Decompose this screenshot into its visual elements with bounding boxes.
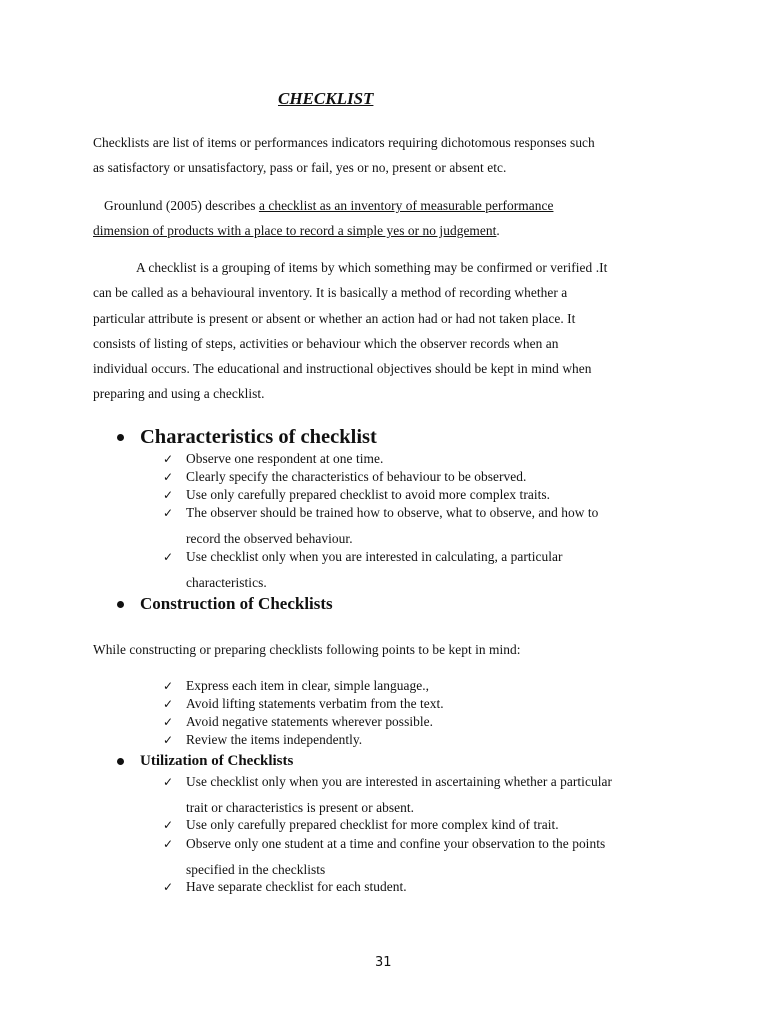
construction-item: Avoid negative statements wherever possible. (186, 714, 434, 729)
check-icon: ✓ (163, 470, 174, 484)
grounlund-line-1 (104, 199, 553, 212)
bullet-icon (117, 758, 124, 765)
characteristics-item: Observe one respondent at one time. (186, 451, 384, 466)
check-icon: ✓ (163, 697, 174, 711)
definition-line-6: preparing and using a checklist. (93, 386, 265, 401)
characteristics-item: The observer should be trained how to observe, what to observe, and how to (186, 505, 599, 520)
construction-item: Review the items independently. (186, 732, 363, 747)
construction-heading: Construction of Checklists (140, 594, 333, 613)
grounlund-line-2 (93, 224, 500, 237)
utilization-item: Use only carefully prepared checklist for more complex kind of trait. (186, 817, 559, 832)
check-icon: ✓ (163, 818, 174, 832)
characteristics-item: Use checklist only when you are interested in calculating, a particular (186, 549, 563, 564)
intro-line-2: as satisfactory or unsatisfactory, pass or fail, yes or no, present or absent etc. (93, 160, 507, 175)
check-icon: ✓ (163, 506, 174, 520)
utilization-item-continued: trait or characteristics is present or absent. (186, 800, 414, 815)
characteristics-item-continued: characteristics. (186, 575, 267, 590)
grounlund-prefix: Grounlund (2005) describes (104, 198, 259, 213)
construction-item: Express each item in clear, simple language., (186, 678, 430, 693)
check-icon: ✓ (163, 837, 174, 851)
characteristics-item-continued: record the observed behaviour. (186, 531, 353, 546)
bullet-icon (117, 434, 124, 441)
check-icon: ✓ (163, 775, 174, 789)
check-icon: ✓ (163, 452, 174, 466)
definition-line-3: particular attribute is present or absent or whether an action had or had not taken place. It (93, 311, 576, 326)
characteristics-heading: Characteristics of checklist (140, 426, 377, 448)
construction-item: Avoid lifting statements verbatim from the text. (186, 696, 444, 711)
check-icon: ✓ (163, 880, 174, 894)
grounlund-definition-part-2: dimension of products with a place to record a simple yes or no judgement (93, 223, 497, 238)
page-number: 31 (375, 955, 392, 970)
utilization-item: Observe only one student at a time and confine your observation to the points (186, 836, 606, 851)
characteristics-item: Clearly specify the characteristics of behaviour to be observed. (186, 469, 527, 484)
utilization-item: Use checklist only when you are interested in ascertaining whether a particular (186, 774, 612, 789)
check-icon: ✓ (163, 733, 174, 747)
check-icon: ✓ (163, 488, 174, 502)
grounlund-suffix: . (496, 223, 500, 238)
construction-intro: While constructing or preparing checklists following points to be kept in mind: (93, 642, 521, 657)
definition-line-4: consists of listing of steps, activities or behaviour which the observer records when an (93, 336, 559, 351)
definition-line-2: can be called as a behavioural inventory. It is basically a method of recording whether a (93, 285, 568, 300)
check-icon: ✓ (163, 550, 174, 564)
utilization-heading: Utilization of Checklists (140, 753, 294, 769)
intro-line-1: Checklists are list of items or performances indicators requiring dichotomous responses such (93, 135, 595, 150)
bullet-icon (117, 601, 124, 608)
utilization-item-continued: specified in the checklists (186, 862, 326, 877)
check-icon: ✓ (163, 715, 174, 729)
characteristics-item: Use only carefully prepared checklist to avoid more complex traits. (186, 487, 551, 502)
definition-line-1: A checklist is a grouping of items by which something may be confirmed or verified .It (136, 260, 608, 275)
grounlund-definition-part-1: a checklist as an inventory of measurable performance (258, 198, 554, 213)
check-icon: ✓ (163, 679, 174, 693)
definition-line-5: individual occurs. The educational and instructional objectives should be kept in mind when (93, 361, 592, 376)
utilization-item: Have separate checklist for each student. (186, 879, 407, 894)
page-title: CHECKLIST (278, 89, 374, 108)
